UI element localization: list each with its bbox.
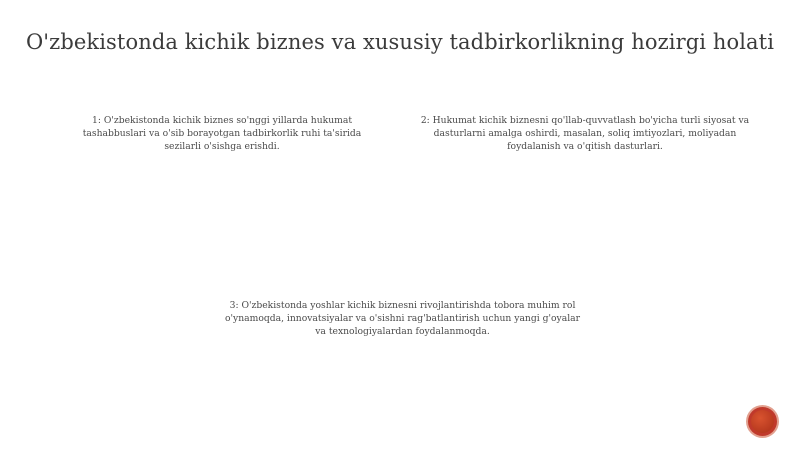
point-3: 3: O'zbekistonda yoshlar kichik biznesni rivojlantirishda tobora muhim rol o'ynamoqda, innovatsiyalar va o'sishni rag'batlantirish uchun yangi g'oyalar va texnologiyalardan foydalanmoqda. <box>224 300 581 337</box>
next-slide-button[interactable] <box>748 407 777 436</box>
point-1: 1: O'zbekistonda kichik biznes so'nggi yillarda hukumat tashabbuslari va o'sib borayotgan tadbirkorlik ruhi ta'sirida sezilarli o'sishga erishdi. <box>82 115 362 152</box>
circle-nav-icon <box>751 410 774 433</box>
point-2: 2: Hukumat kichik biznesni qo'llab-quvvatlash bo'yicha turli siyosat va dasturlarni amalga oshirdi, masalan, soliq imtiyozlari, moliyadan foydalanish va o'qitish dasturlari. <box>420 115 750 152</box>
slide-title: O'zbekistonda kichik biznes va xususiy tadbirkorlikning hozirgi holati <box>25 30 775 54</box>
